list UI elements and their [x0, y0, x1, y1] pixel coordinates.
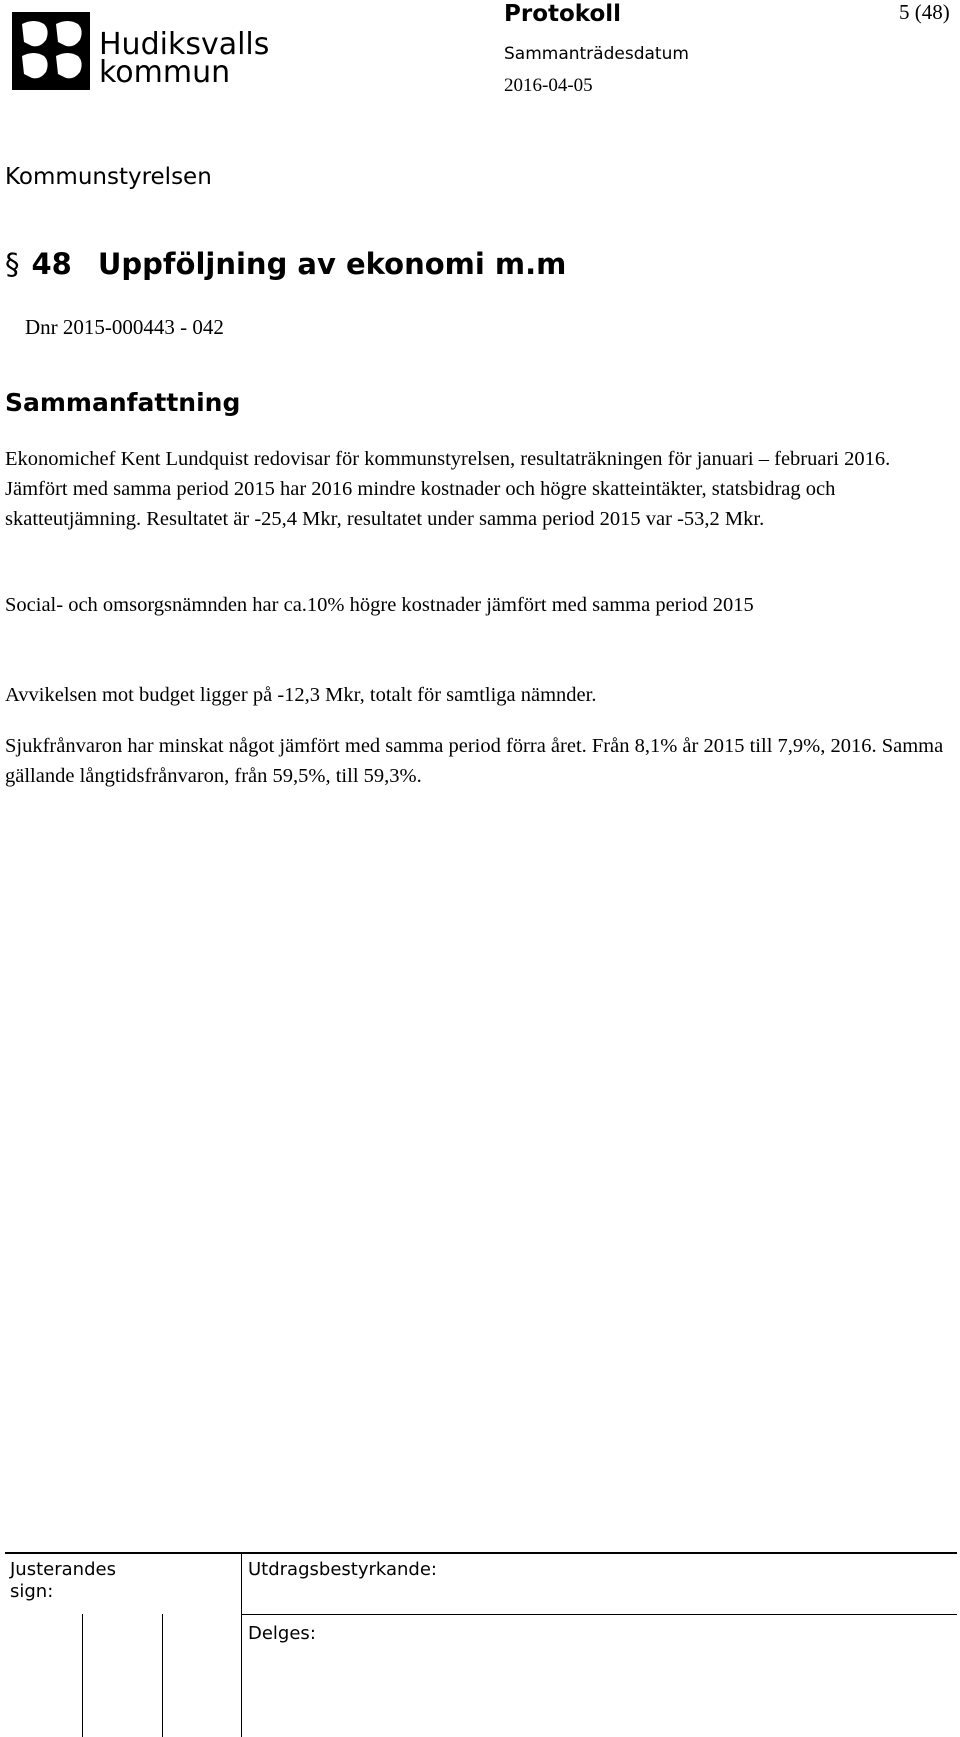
paragraph-sick-leave: Sjukfrånvaron har minskat något jämfört med samma period förra året. Från 8,1% år 2015 till 7,9%, 2016. Samma gällande långtidsfrånvaron, från 59,5%, till 59,3%. [5, 735, 944, 787]
committee-name: Kommunstyrelsen [5, 164, 212, 190]
summary-heading: Sammanfattning [5, 388, 241, 417]
footer-divider-main [241, 1552, 242, 1737]
justerandes-sign-label: Justerandes sign: [10, 1559, 116, 1602]
paragraph-budget-deviation: Avvikelsen mot budget ligger på -12,3 Mkr, totalt för samtliga nämnder. [5, 684, 597, 706]
meeting-date-label: Sammanträdesdatum [504, 44, 689, 64]
section-number: 48 [31, 247, 72, 281]
meeting-date-value: 2016-04-05 [504, 75, 593, 96]
paragraph-results: Ekonomichef Kent Lundquist redovisar för kommunstyrelsen, resultaträkningen för januari – februari 2016. Jämfört med samma period 2015 har 2016 mindre kostnader och högre skatteintäkter, statsbidrag och skatteutjämning. Resultatet är -25,4 Mkr, resultatet under samma period 2015 var -53,2 Mkr. [5, 448, 891, 530]
municipality-logo-mark [12, 12, 90, 90]
distribution-label: Delges: [248, 1623, 316, 1644]
section-title: Uppföljning av ekonomi m.m [97, 247, 567, 281]
logo-text-line1: Hudiksvalls [99, 27, 270, 62]
footer-top-rule [5, 1552, 957, 1554]
document-title: Protokoll [504, 1, 622, 27]
case-number: Dnr 2015-000443 - 042 [25, 315, 224, 339]
paragraph-symbol: § [5, 247, 20, 281]
goat-emblem-icon [12, 12, 90, 90]
logo-text-line2: kommun [99, 55, 231, 90]
page-number: 5 (48) [899, 0, 950, 24]
footer-middle-rule [241, 1614, 957, 1615]
footer-sign-box-1 [82, 1614, 83, 1737]
paragraph-social-services: Social- och omsorgsnämnden har ca.10% högre kostnader jämfört med samma period 2015 [5, 594, 754, 616]
extract-certification-label: Utdragsbestyrkande: [248, 1559, 437, 1580]
section-heading [5, 248, 566, 280]
footer-sign-box-2 [162, 1614, 163, 1737]
